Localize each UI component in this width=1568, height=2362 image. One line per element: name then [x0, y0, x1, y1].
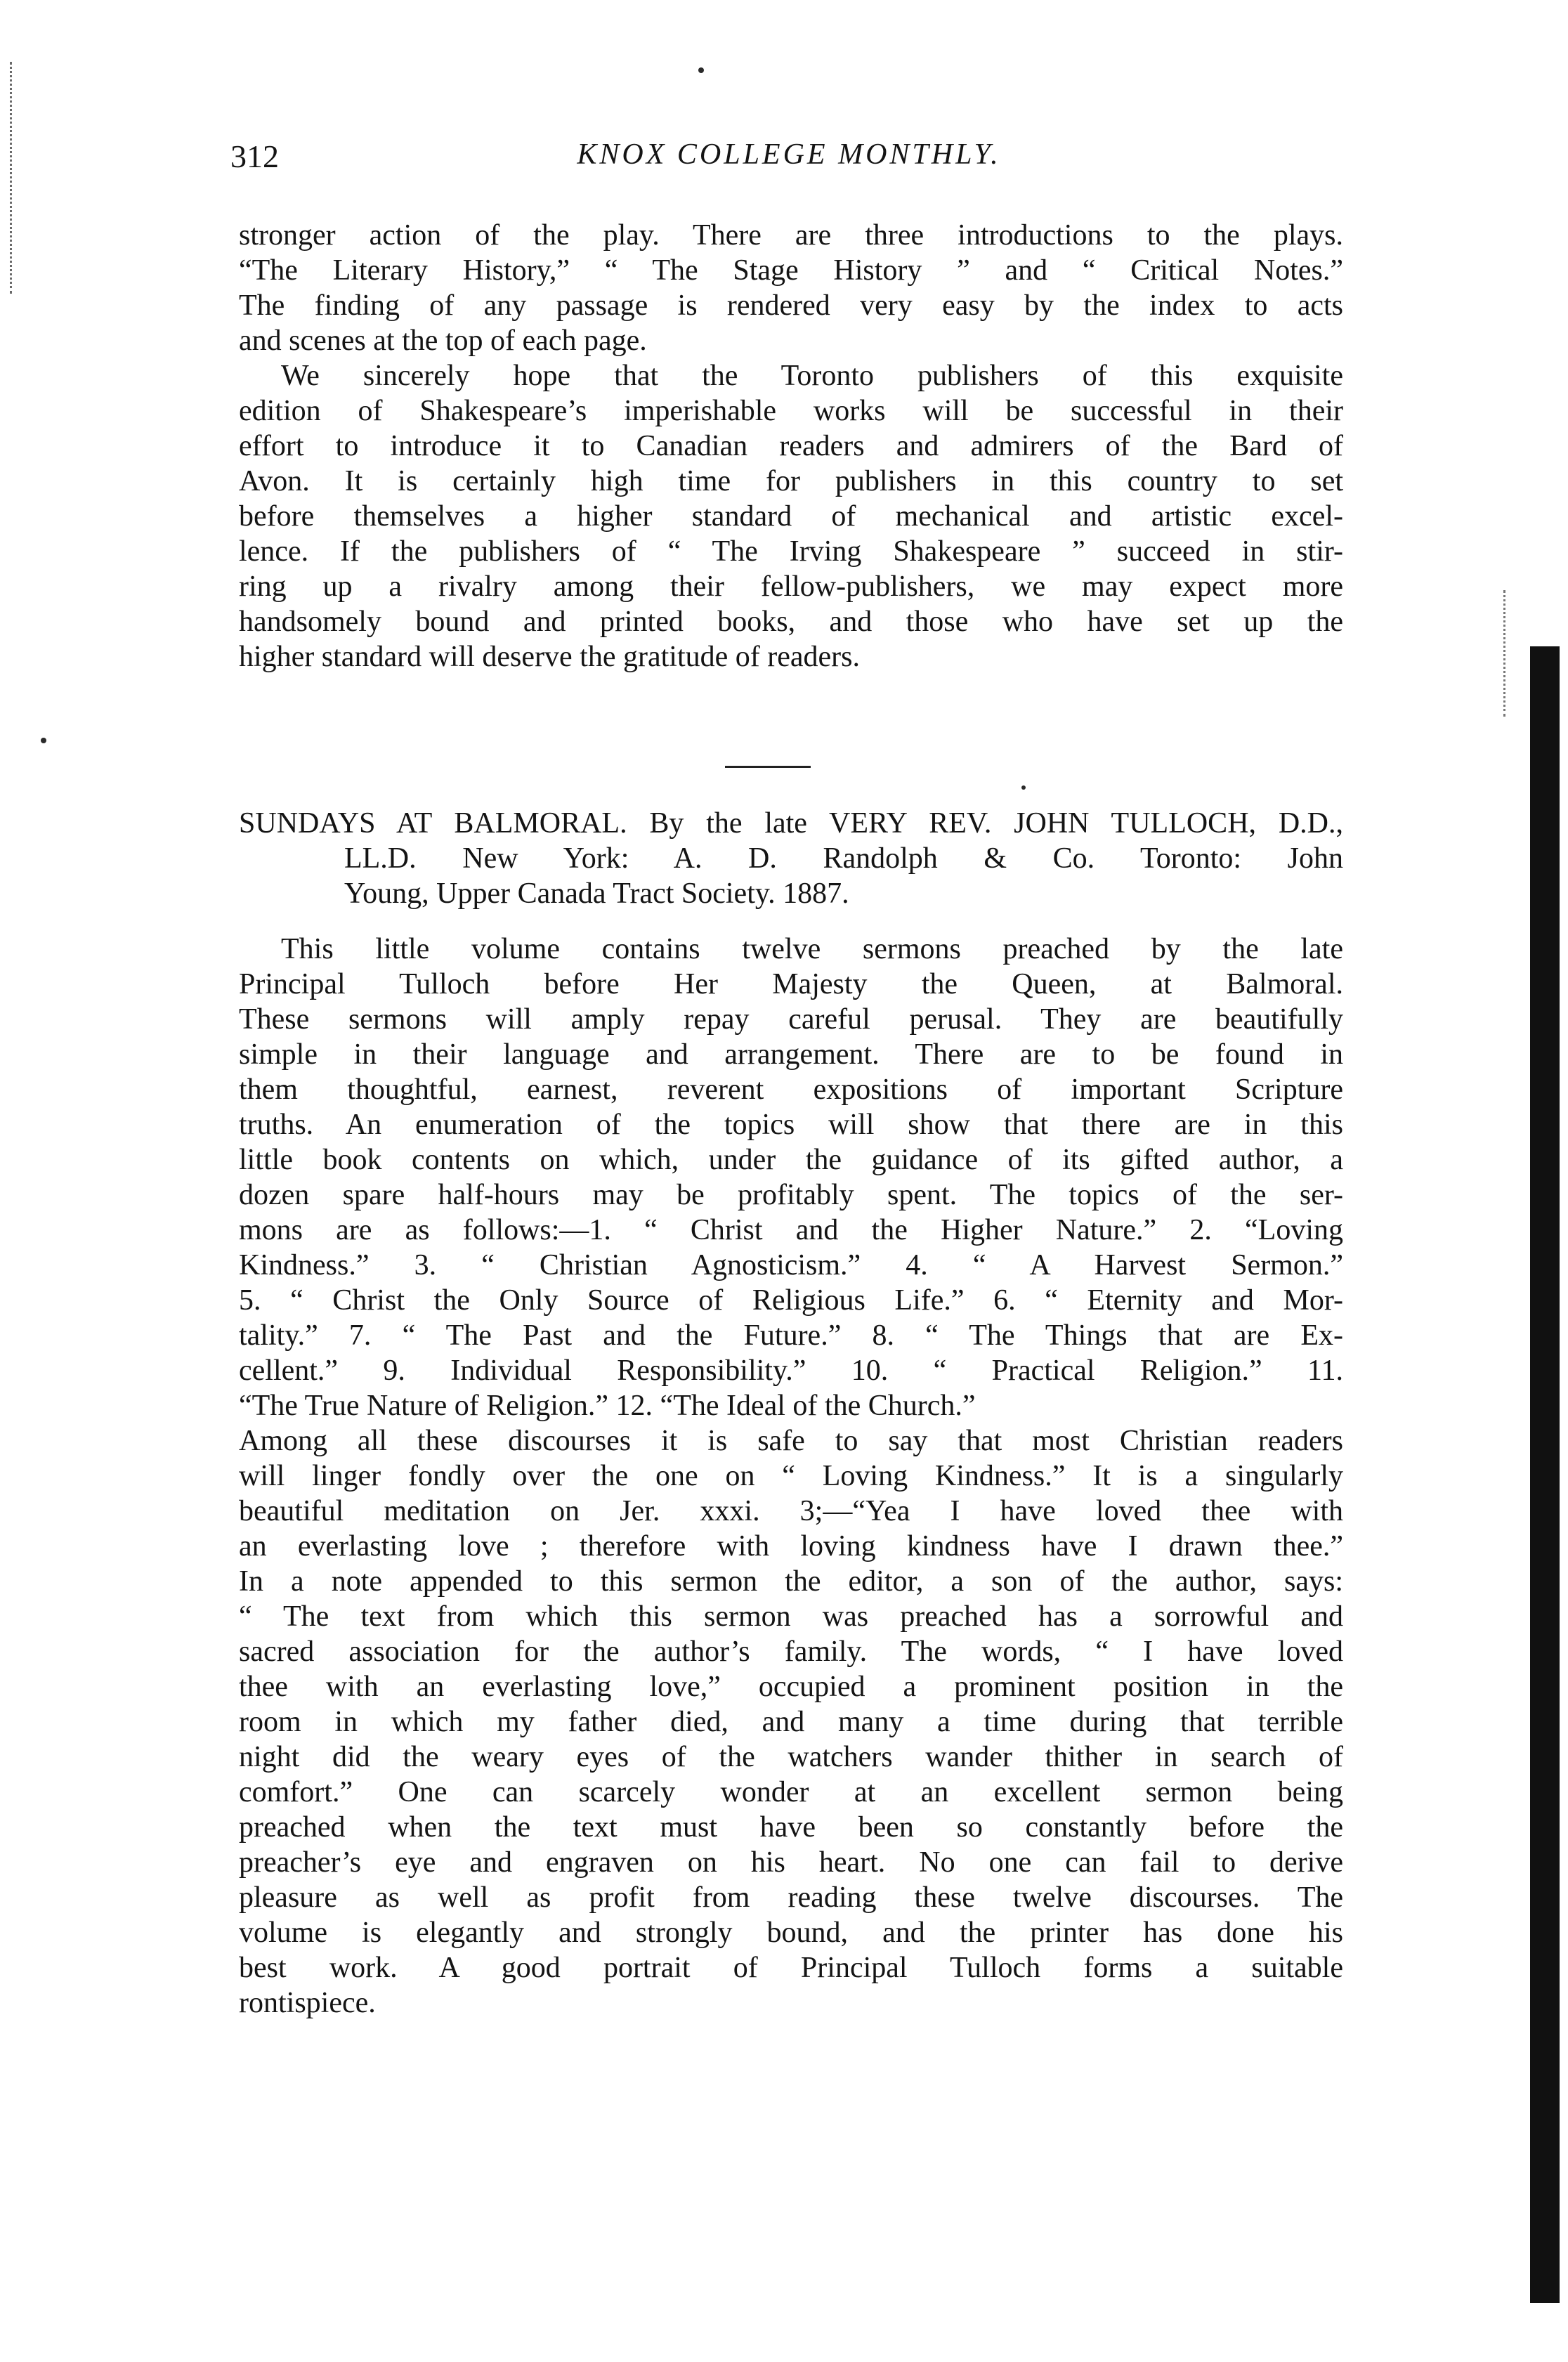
text-line: best work. A good portrait of Principal Tulloch forms a suitable	[239, 1952, 1343, 1984]
text-line: Kindness.” 3. “ Christian Agnosticism.” 4. “ A Harvest Sermon.”	[239, 1249, 1343, 1281]
text-line: volume is elegantly and strongly bound, and the printer has done his	[239, 1917, 1343, 1949]
page-header	[230, 138, 1347, 180]
text-line: comfort.” One can scarcely wonder at an excellent sermon being	[239, 1776, 1343, 1808]
text-line: Among all these discourses it is safe to say that most Christian readers	[239, 1425, 1343, 1457]
text-line: Avon. It is certainly high time for publishers in this country to set	[239, 465, 1343, 497]
text-line: and scenes at the top of each page.	[239, 325, 647, 357]
text-line: tality.” 7. “ The Past and the Future.” 8. “ The Things that are Ex-	[239, 1319, 1343, 1352]
text-line: “The True Nature of Religion.” 12. “The Ideal of the Church.”	[239, 1390, 976, 1422]
text-line: room in which my father died, and many a time during that terrible	[239, 1706, 1343, 1738]
scan-speck	[1021, 785, 1026, 790]
text-line: stronger action of the play. There are three introductions to the plays.	[239, 219, 1343, 252]
text-line: We sincerely hope that the Toronto publishers of this exquisite	[281, 360, 1343, 392]
review-body	[239, 932, 1343, 2021]
scan-speck	[41, 738, 46, 743]
text-line: an everlasting love ; therefore with loving kindness have I drawn thee.”	[239, 1530, 1343, 1562]
scan-shadow-bar	[1530, 646, 1560, 2303]
text-line: night did the weary eyes of the watchers wander thither in search of	[239, 1741, 1343, 1773]
scan-speck	[698, 67, 704, 73]
text-line: before themselves a higher standard of mechanical and artistic excel-	[239, 500, 1343, 533]
text-line: rontispiece.	[239, 1987, 376, 2019]
text-line: LL.D. New York: A. D. Randolph & Co. Toronto: John	[344, 842, 1343, 875]
text-line: edition of Shakespeare’s imperishable works will be successful in their	[239, 395, 1343, 427]
text-line: Principal Tulloch before Her Majesty the Queen, at Balmoral.	[239, 968, 1343, 1000]
intro-paragraphs	[239, 218, 1343, 674]
text-line: thee with an everlasting love,” occupied a prominent position in the	[239, 1671, 1343, 1703]
text-line: “ The text from which this sermon was preached has a sorrowful and	[239, 1600, 1343, 1633]
section-divider	[725, 766, 811, 768]
review-heading	[239, 806, 1343, 911]
text-line: truths. An enumeration of the topics will show that there are in this	[239, 1109, 1343, 1141]
scan-edge-marks	[10, 62, 15, 294]
text-line: mons are as follows:—1. “ Christ and the Higher Nature.” 2. “Loving	[239, 1214, 1343, 1246]
running-title: KNOX COLLEGE MONTHLY.	[577, 138, 1001, 171]
text-line: 5. “ Christ the Only Source of Religious Life.” 6. “ Eternity and Mor-	[239, 1284, 1343, 1317]
text-line: preacher’s eye and engraven on his heart. No one can fail to derive	[239, 1846, 1343, 1879]
text-line: “The Literary History,” “ The Stage History ” and “ Critical Notes.”	[239, 254, 1343, 287]
text-line: will linger fondly over the one on “ Loving Kindness.” It is a singularly	[239, 1460, 1343, 1492]
text-line: dozen spare half-hours may be profitably spent. The topics of the ser-	[239, 1179, 1343, 1211]
text-line: This little volume contains twelve sermons preached by the late	[281, 933, 1343, 965]
text-line: Young, Upper Canada Tract Society. 1887.	[344, 877, 849, 910]
scan-edge-marks	[1503, 590, 1508, 717]
text-line: cellent.” 9. Individual Responsibility.” 10. “ Practical Religion.” 11.	[239, 1355, 1343, 1387]
text-line: The finding of any passage is rendered very easy by the index to acts	[239, 289, 1343, 322]
text-line: ring up a rivalry among their fellow-publishers, we may expect more	[239, 570, 1343, 603]
text-line: beautiful meditation on Jer. xxxi. 3;—“Yea I have loved thee with	[239, 1495, 1343, 1527]
text-line: sacred association for the author’s family. The words, “ I have loved	[239, 1636, 1343, 1668]
text-line: handsomely bound and printed books, and those who have set up the	[239, 606, 1343, 638]
text-line: higher standard will deserve the gratitude of readers.	[239, 641, 860, 673]
text-line: SUNDAYS AT BALMORAL. By the late VERY REV. JOHN TULLOCH, D.D.,	[239, 807, 1343, 840]
text-line: them thoughtful, earnest, reverent expositions of important Scripture	[239, 1074, 1343, 1106]
text-line: simple in their language and arrangement. There are to be found in	[239, 1038, 1343, 1071]
page-number: 312	[230, 138, 279, 174]
text-line: effort to introduce it to Canadian readers and admirers of the Bard of	[239, 430, 1343, 462]
text-line: preached when the text must have been so constantly before the	[239, 1811, 1343, 1844]
text-line: These sermons will amply repay careful perusal. They are beautifully	[239, 1003, 1343, 1036]
text-line: pleasure as well as profit from reading these twelve discourses. The	[239, 1881, 1343, 1914]
text-line: lence. If the publishers of “ The Irving Shakespeare ” succeed in stir-	[239, 535, 1343, 568]
text-line: In a note appended to this sermon the editor, a son of the author, says:	[239, 1565, 1343, 1598]
text-line: little book contents on which, under the guidance of its gifted author, a	[239, 1144, 1343, 1176]
